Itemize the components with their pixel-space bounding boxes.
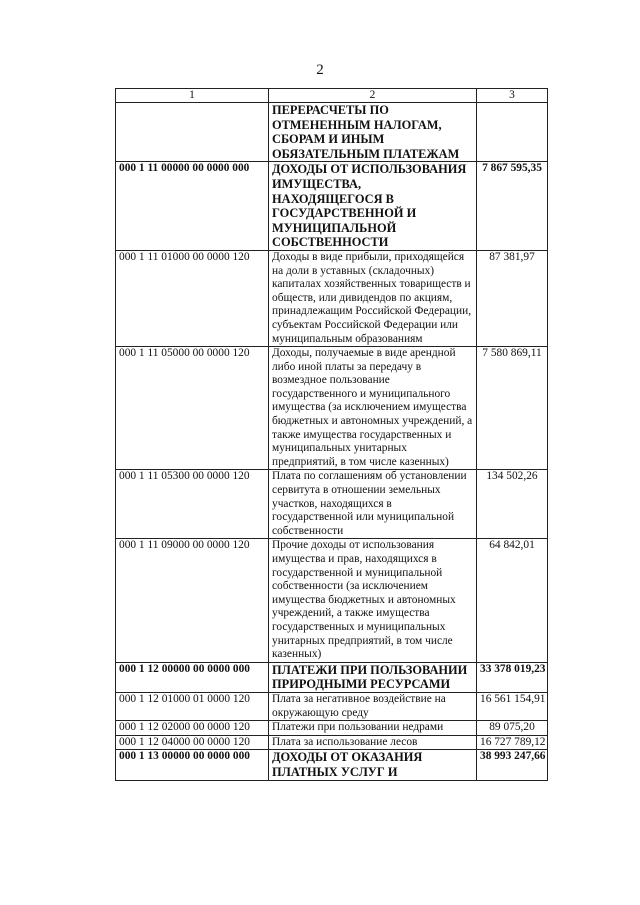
row-amount: 134 502,26 [477, 470, 548, 539]
row-name: ПЛАТЕЖИ ПРИ ПОЛЬЗОВАНИИ ПРИРОДНЫМИ РЕСУРСАМИ [269, 662, 477, 692]
row-name: Платежи при пользовании недрами [269, 721, 477, 736]
table-row [116, 721, 548, 736]
revenue-table [115, 88, 548, 781]
row-name: ДОХОДЫ ОТ ОКАЗАНИЯ ПЛАТНЫХ УСЛУГ И [269, 750, 477, 780]
row-code: 000 1 11 05300 00 0000 120 [116, 470, 269, 539]
table-row [116, 735, 548, 750]
row-code: 000 1 11 05000 00 0000 120 [116, 347, 269, 470]
table-row [116, 103, 548, 162]
table-row [116, 662, 548, 692]
row-amount: 16 561 154,91 [477, 692, 548, 720]
column-header-1: 1 [116, 89, 269, 103]
row-code: 000 1 11 09000 00 0000 120 [116, 539, 269, 662]
row-name: Доходы, получаемые в виде арендной либо иной платы за передачу в возмездное пользование государственного и муниципального имущества (за исключением имущества бюджетных и автономных учреждений, а также имущества государственных и муниципальных унитарных предприятий, в том числе казенных) [269, 347, 477, 470]
column-header-3: 3 [477, 89, 548, 103]
row-amount: 7 580 869,11 [477, 347, 548, 470]
row-name: Плата по соглашениям об установлении сервитута в отношении земельных участков, находящихся в государственной или муниципальной собственности [269, 470, 477, 539]
row-amount: 16 727 789,12 [477, 735, 548, 750]
row-code [116, 103, 269, 162]
row-code: 000 1 12 00000 00 0000 000 [116, 662, 269, 692]
column-header-2: 2 [269, 89, 477, 103]
table-row [116, 539, 548, 662]
table-row [116, 750, 548, 780]
table-row [116, 347, 548, 470]
row-amount [477, 103, 548, 162]
table-row [116, 470, 548, 539]
row-code: 000 1 13 00000 00 0000 000 [116, 750, 269, 780]
row-name: Плата за использование лесов [269, 735, 477, 750]
row-code: 000 1 11 00000 00 0000 000 [116, 162, 269, 251]
row-code: 000 1 12 02000 00 0000 120 [116, 721, 269, 736]
row-amount: 64 842,01 [477, 539, 548, 662]
row-code: 000 1 12 04000 00 0000 120 [116, 735, 269, 750]
row-amount: 89 075,20 [477, 721, 548, 736]
row-amount: 38 993 247,66 [477, 750, 548, 780]
row-amount: 7 867 595,35 [477, 162, 548, 251]
row-amount: 87 381,97 [477, 250, 548, 346]
table-row [116, 692, 548, 720]
row-name: ПЕРЕРАСЧЕТЫ ПО ОТМЕНЕННЫМ НАЛОГАМ, СБОРАМ И ИНЫМ ОБЯЗАТЕЛЬНЫМ ПЛАТЕЖАМ [269, 103, 477, 162]
header-row [116, 89, 548, 103]
row-name: Доходы в виде прибыли, приходящейся на доли в уставных (складочных) капиталах хозяйственных товариществ и обществ, или дивидендов по акциям, принадлежащим Российской Федерации, субъектам Российской Федерации или муниципальным образованиям [269, 250, 477, 346]
row-name: Прочие доходы от использования имущества и прав, находящихся в государственной и муниципальной собственности (за исключением имущества бюджетных и автономных учреждений, а также имущества государственных и муниципальных унитарных предприятий, в том числе казенных) [269, 539, 477, 662]
row-name: Плата за негативное воздействие на окружающую среду [269, 692, 477, 720]
row-amount: 33 378 019,23 [477, 662, 548, 692]
row-name: ДОХОДЫ ОТ ИСПОЛЬЗОВАНИЯ ИМУЩЕСТВА, НАХОДЯЩЕГОСЯ В ГОСУДАРСТВЕННОЙ И МУНИЦИПАЛЬНОЙ СОБСТВЕННОСТИ [269, 162, 477, 251]
row-code: 000 1 12 01000 01 0000 120 [116, 692, 269, 720]
table-row [116, 162, 548, 251]
row-code: 000 1 11 01000 00 0000 120 [116, 250, 269, 346]
table-row [116, 250, 548, 346]
page-number: 2 [316, 62, 324, 78]
